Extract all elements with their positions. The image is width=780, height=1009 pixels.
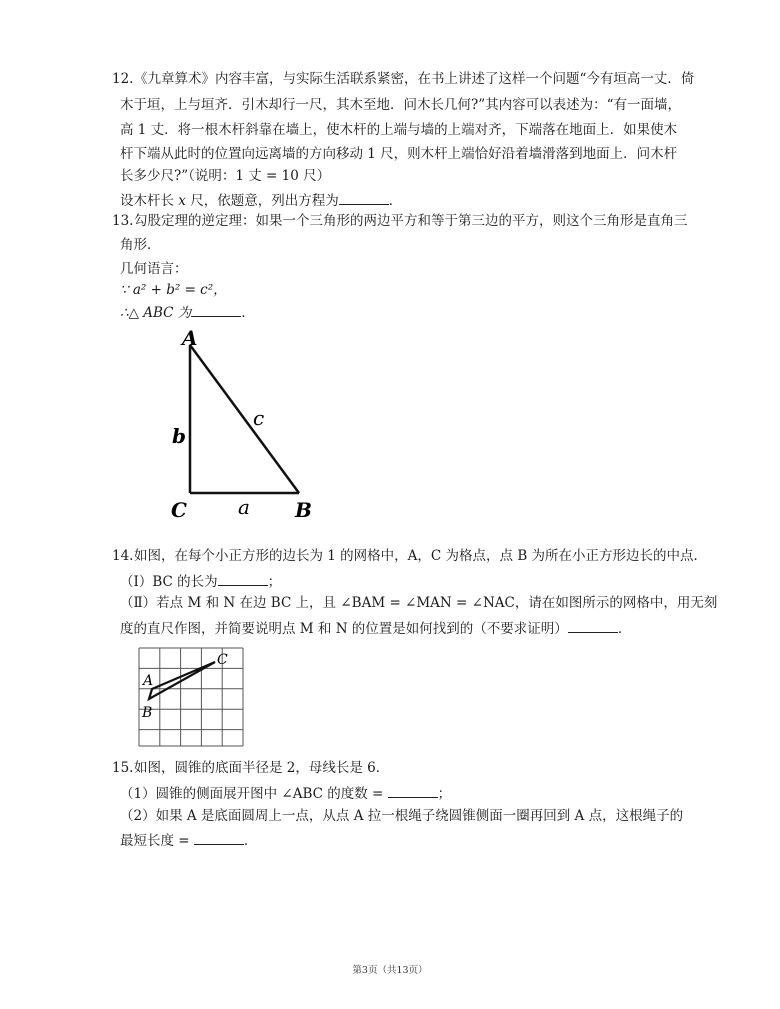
q15-line-2-text: （1）圆锥的侧面展开图中 ∠ABC 的度数 =	[120, 786, 388, 802]
q14-label-A: A	[143, 673, 154, 689]
q14-number: 14.	[112, 548, 134, 564]
q12-number: 12.	[112, 71, 134, 87]
q13-line-5-text: ∴△ ABC 为	[120, 305, 192, 321]
q14-label-C: C	[217, 652, 228, 668]
q12-line-1: 《九章算术》内容丰富，与实际生活联系紧密，在书上讲述了这样一个问题“今有垣高一丈．倚	[134, 71, 695, 87]
q14-line-2-text: （Ⅰ）BC 的长为	[120, 574, 218, 590]
q12-answer-blank[interactable]	[339, 190, 389, 205]
q14-line-3: （Ⅱ）若点 M 和 N 在边 BC 上，且 ∠BAM = ∠MAN = ∠NAC，请在如图所示的网格中，用无刻	[120, 595, 718, 611]
q15-line-4-text: 最短长度 =	[120, 833, 194, 849]
q13-label-A: A	[182, 326, 198, 350]
q15-answer-blank-1[interactable]	[388, 783, 438, 798]
q12-line-6-text-b: 尺，依题意，列出方程为	[185, 193, 339, 209]
q15-number: 15.	[112, 760, 134, 776]
q13-line-3: 几何语言：	[120, 261, 188, 277]
q15-line-4-end: ．	[243, 833, 258, 849]
q13-triangle-figure	[160, 325, 330, 525]
q14-triangle-ABC	[149, 662, 215, 699]
q15-line-2-end: ；	[437, 786, 452, 802]
q14-line-2	[120, 571, 281, 591]
q13-label-B: B	[295, 498, 312, 522]
q13-line-1: 勾股定理的逆定理：如果一个三角形的两边平方和等于第三边的平方，则这个三角形是直角三	[134, 213, 688, 229]
q14-answer-blank-1[interactable]	[218, 571, 268, 586]
q12-variable: x	[178, 193, 186, 209]
q12-line-3: 高 1 丈．将一根木杆斜靠在墙上，使木杆的上端与墙的上端对齐，下端落在地面上．如果使木	[120, 122, 678, 138]
q14-line-4-text: 度的直尺作图，并简要说明点 M 和 N 的位置是如何找到的（不要求证明）	[120, 621, 568, 637]
q15-line-1: 如图，圆锥的底面半径是 2，母线长是 6．	[134, 760, 390, 776]
q13-label-C: C	[171, 498, 187, 522]
q15-answer-blank-2[interactable]	[194, 830, 244, 845]
q13-label-c: c	[253, 406, 265, 430]
q13-line-2: 角形．	[120, 237, 161, 253]
q15-line-3: （2）如果 A 是底面圆周上一点，从点 A 拉一根绳子绕圆锥侧面一圈再回到 A 点，这根绳子的	[120, 808, 684, 824]
q13-side-c	[190, 345, 299, 493]
q14-line-4-end: ．	[617, 621, 632, 637]
q12-line-6-text-a: 设木杆长	[120, 193, 179, 209]
q14-line-2-end: ；	[267, 574, 282, 590]
q14-line-1: 如图，在每个小正方形的边长为 1 的网格中，A，C 为格点，点 B 为所在小正方形边长的中点．	[134, 548, 708, 564]
q12-line-4: 杆下端从此时的位置向远离墙的方向移动 1 尺，则木杆上端恰好沿着墙滑落到地面上．问木杆	[120, 146, 678, 162]
q14-grid-figure	[135, 644, 247, 750]
q13-line-5	[120, 302, 255, 322]
q13-answer-blank[interactable]	[191, 302, 241, 317]
q12-line-2: 木于垣，上与垣齐．引木却行一尺，其木至地．问木长几何?”其内容可以表述为：“有一面墙，	[120, 97, 682, 113]
page-footer: 第3页（共13页）	[352, 965, 428, 976]
q12-line-5: 长多少尺?”（说明：1 丈 = 10 尺）	[120, 168, 331, 184]
q13-line-4: ∵ a² + b² = c²，	[120, 282, 227, 298]
q14-answer-blank-2[interactable]	[568, 618, 618, 633]
q13-line-5-end: ．	[241, 305, 255, 321]
q14-line-4	[120, 618, 631, 638]
q15-line-2	[120, 783, 451, 803]
q13-label-b: b	[172, 424, 186, 448]
q14-label-B: B	[142, 705, 153, 721]
q12-line-6	[120, 190, 402, 210]
q12-line-6-end: ．	[388, 193, 403, 209]
q15-line-4	[120, 830, 257, 850]
q13-number: 13.	[112, 213, 134, 229]
q13-label-a: a	[238, 495, 250, 519]
